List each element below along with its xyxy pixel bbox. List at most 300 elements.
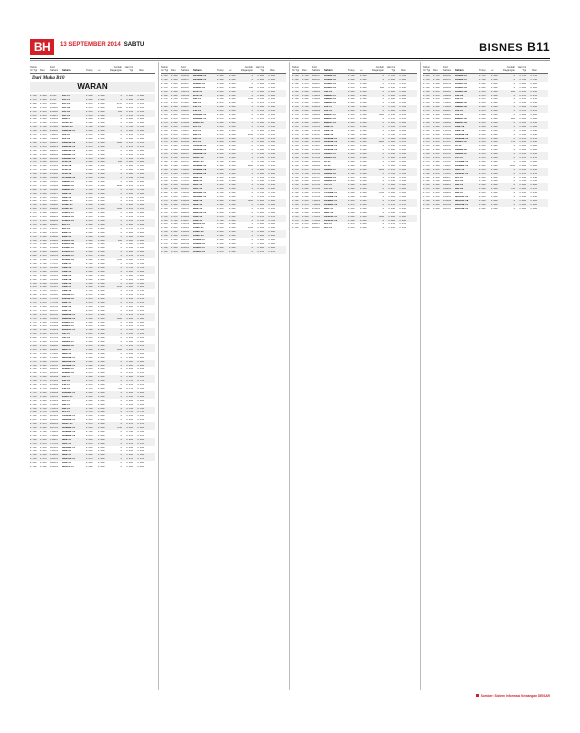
table-cell: 0.060: [399, 210, 406, 214]
table-cell: IOICORP-C1: [62, 390, 76, 394]
table-cell: 0.050: [171, 245, 178, 249]
table-cell: 0.000: [491, 136, 498, 140]
table-cell: 0.000: [491, 206, 498, 210]
table-cell: 0: [382, 136, 384, 140]
table-cell: 0.045: [519, 191, 526, 195]
table-cell: 0.065: [479, 199, 486, 202]
table-cell: 5347CE: [443, 148, 451, 152]
table-cell: ALAM-CA: [62, 160, 72, 164]
table-cell: 0.070: [86, 301, 93, 305]
table-cell: 0.055: [126, 136, 133, 140]
table-cell: 0.060: [217, 144, 224, 148]
table-cell: 0.060: [519, 116, 526, 120]
table-cell: 5681CC: [312, 74, 320, 77]
table-cell: 0138CJ: [50, 113, 58, 117]
table-cell: 0.055: [217, 81, 224, 85]
table-cell: 0.100: [388, 105, 395, 109]
table-cell: 1015CE: [50, 176, 58, 180]
table-cell: 0216L: [50, 97, 57, 101]
table-cell: 0: [382, 74, 384, 77]
table-cell: 0.470: [30, 297, 37, 301]
table-cell: 2445CB: [181, 124, 189, 128]
table-cell: 0.100: [137, 125, 144, 129]
table-cell: SKPETRO-C2: [324, 140, 338, 144]
table-cell: 0.090: [257, 74, 264, 77]
table-cell: 0.000: [360, 77, 367, 81]
table-cell: 0.090: [530, 202, 537, 206]
table-cell: 0.000: [229, 241, 236, 245]
table-cell: 0.090: [268, 167, 275, 171]
column-header-cell: Kod Saham: [181, 66, 190, 72]
table-cell: 0.050: [530, 206, 537, 210]
table-cell: 0.040: [137, 414, 144, 418]
table-cell: 0.055: [257, 148, 264, 152]
table-cell: 0.085: [126, 238, 133, 242]
table-cell: 0.000: [98, 187, 105, 191]
table-cell: 0.050: [126, 222, 133, 226]
table-cell: 0: [120, 234, 122, 238]
table-cell: 0.055: [86, 359, 93, 363]
column-header-cell: Ren: [401, 69, 406, 72]
table-cell: 0.055: [519, 183, 526, 187]
table-cell: HLBANK-C1: [62, 367, 74, 371]
table-cell: MBSB-C3: [193, 179, 203, 183]
table-cell: 0.055: [530, 113, 537, 117]
table-cell: 0: [513, 202, 515, 206]
table-cell: 2488CG: [50, 136, 58, 140]
table-cell: 0.415: [30, 109, 37, 113]
table-cell: 0.150: [30, 371, 37, 375]
table-cell: 0: [251, 222, 253, 226]
table-cell: 0: [251, 116, 253, 120]
table-cell: 0.060: [302, 156, 309, 160]
column-header-cell: Hari Ini Tgi: [386, 66, 395, 72]
table-cell: 0.070: [137, 301, 144, 305]
table-cell: MAXIS-C2: [193, 156, 204, 160]
table-cell: 0.000: [98, 117, 105, 121]
table-cell: RHBCAP-CE: [455, 120, 467, 124]
table-cell: 0.055: [40, 191, 47, 195]
table-cell: AMBANK-C2: [62, 183, 74, 187]
table-cell: 0.215: [161, 120, 168, 124]
table-cell: 0.065: [126, 461, 133, 465]
table-cell: 500: [118, 238, 122, 242]
table-cell: 0.000: [229, 81, 236, 85]
table-cell: 0: [120, 269, 122, 273]
table-cell: 0.005: [491, 140, 498, 144]
table-cell: 0.000: [229, 249, 236, 253]
table-cell: 0.045: [519, 120, 526, 124]
table-cell: 0.085: [86, 148, 93, 152]
table-cell: RHBCAP-C1: [324, 113, 336, 117]
table-cell: 0.055: [519, 113, 526, 117]
table-cell: 1082CA: [181, 89, 189, 93]
table-cell: TOPGLOV-C2: [324, 218, 338, 222]
table-cell: 0.005: [98, 207, 105, 211]
table-cell: 0.060: [126, 281, 133, 285]
table-cell: 0.015: [40, 215, 47, 219]
table-cell: 0.050: [257, 105, 264, 109]
table-cell: 0.155: [292, 109, 299, 113]
table-cell: 0.070: [40, 441, 47, 445]
table-cell: 2771CB: [50, 258, 58, 262]
table-cell: 0.000: [229, 128, 236, 132]
table-cell: 0.040: [217, 226, 224, 230]
table-cell: 0.105: [423, 97, 430, 101]
table-cell: 0.000: [360, 128, 367, 132]
table-cell: 0.050: [479, 206, 486, 210]
table-cell: 0.080: [399, 183, 406, 187]
table-cell: 0.000: [98, 363, 105, 367]
table-cell: 0: [120, 418, 122, 422]
table-cell: 0.100: [348, 171, 355, 175]
table-cell: 0.095: [302, 93, 309, 97]
table-cell: 0.015: [86, 113, 93, 117]
table-cell: 0: [120, 176, 122, 180]
header-rule-thin: [30, 60, 550, 61]
table-cell: 0.030: [257, 152, 264, 156]
table-cell: 0.100: [126, 261, 133, 265]
table-cell: 0.215: [292, 140, 299, 144]
table-cell: 0.055: [86, 97, 93, 101]
table-cell: 0.005: [98, 94, 105, 97]
table-cell: 0.030: [86, 445, 93, 449]
table-cell: 0.055: [302, 89, 309, 93]
table-cell: 0.060: [40, 281, 47, 285]
table-cell: 0.090: [519, 202, 526, 206]
table-cell: 0: [120, 94, 122, 97]
table-cell: 0.015: [137, 336, 144, 340]
table-cell: 0.055: [137, 375, 144, 379]
table-cell: 0.000: [98, 297, 105, 301]
table-cell: 0.100: [530, 77, 537, 81]
table-cell: 0.075: [137, 312, 144, 316]
table-cell: 0.220: [423, 124, 430, 128]
table-cell: 0: [251, 140, 253, 144]
table-cell: 1651CC: [181, 206, 189, 210]
table-cell: 0.040: [399, 124, 406, 128]
table-cell: 0.025: [40, 105, 47, 109]
table-cell: 0.045: [137, 402, 144, 406]
table-cell: 0.010: [40, 219, 47, 222]
table-cell: 0.070: [86, 433, 93, 437]
table-cell: 0.165: [292, 136, 299, 140]
table-cell: 4588CF: [443, 183, 451, 187]
table-cell: 0.055: [137, 121, 144, 125]
table-cell: 0.020: [433, 93, 440, 97]
table-cell: 0: [382, 175, 384, 179]
table-cell: 0.075: [479, 109, 486, 113]
table-cell: 0.050: [479, 159, 486, 163]
table-cell: 0.075: [302, 202, 309, 206]
table-cell: 0.180: [161, 218, 168, 222]
table-cell: 0.155: [30, 148, 37, 152]
table-cell: 0.035: [399, 85, 406, 89]
table-cell: 0.040: [433, 152, 440, 156]
table-cell: 0.020: [86, 324, 93, 328]
table-cell: 0.000: [229, 124, 236, 128]
table-cell: 0: [513, 113, 515, 117]
table-cell: 0.095: [388, 148, 395, 152]
table-cell: BIMB-C2: [62, 234, 72, 238]
table-cell: 0.050: [126, 179, 133, 183]
column-header-cell: Ren: [302, 69, 307, 72]
table-cell: 2100: [116, 426, 122, 430]
table-cell: SUNWAY-C2: [324, 156, 336, 160]
table-cell: 0.000: [98, 125, 105, 129]
table-cell: 1023CI: [50, 285, 58, 289]
table-cell: 0.050: [137, 94, 144, 97]
table-cell: SIME-C3: [324, 132, 334, 136]
table-cell: 0.065: [86, 465, 93, 469]
table-cell: 1015CL: [50, 199, 58, 203]
table-cell: 4197CB: [312, 128, 320, 132]
table-cell: 5681CA: [181, 238, 189, 242]
waran-section-title: WARAN: [30, 82, 155, 92]
table-cell: 0: [120, 133, 122, 137]
table-cell: 5115CA: [50, 164, 58, 168]
table-cell: 0: [513, 132, 515, 136]
table-cell: 0.095: [257, 140, 264, 144]
table-cell: 0.005: [98, 160, 105, 164]
table-cell: AFFIN-C3: [62, 125, 73, 129]
column-header-cell: Kod Saham: [50, 66, 59, 72]
table-cell: 0.220: [161, 97, 168, 101]
table-cell: 0.070: [519, 171, 526, 175]
table-cell: 0: [120, 297, 122, 301]
table-cell: 0: [251, 81, 253, 85]
page-number: B11: [527, 40, 550, 54]
table-cell: 0.050: [40, 273, 47, 277]
table-cell: 5218CF: [443, 136, 451, 140]
table-cell: 0.080: [257, 230, 264, 234]
table-cell: 0.140: [161, 113, 168, 117]
table-cell: 0.045: [519, 167, 526, 171]
table-cell: 0.060: [479, 85, 486, 89]
stock-column-3: [292, 62, 417, 690]
table-cell: 5878CA: [50, 414, 58, 418]
table-cell: 5681CB: [181, 241, 189, 245]
table-cell: 0: [513, 85, 515, 89]
table-cell: 0.040: [257, 195, 264, 199]
table-cell: 0.140: [423, 132, 430, 136]
table-cell: 2771CC: [50, 261, 58, 265]
table-cell: 0.075: [126, 312, 133, 316]
table-cell: 0.090: [479, 105, 486, 109]
table-cell: 0.070: [217, 214, 224, 218]
table-cell: 0.100: [217, 159, 224, 163]
table-cell: 0.145: [86, 265, 93, 269]
table-cell: 0.190: [30, 383, 37, 387]
column-header-cell: Ren: [139, 69, 144, 72]
table-cell: ASTRO-C1: [62, 203, 73, 207]
table-cell: 5218CD: [312, 148, 320, 152]
table-cell: 0.040: [40, 414, 47, 418]
table-cell: 0.075: [171, 116, 178, 120]
table-cell: 0.080: [217, 93, 224, 97]
table-cell: 0.040: [302, 199, 309, 202]
table-cell: 0: [120, 125, 122, 129]
table-cell: 0.145: [137, 265, 144, 269]
table-cell: 0.010: [86, 152, 93, 156]
table-cell: 0.035: [302, 152, 309, 156]
table-cell: 0.065: [348, 128, 355, 132]
table-cell: AMMB-C3: [62, 195, 72, 199]
table-cell: 0.060: [126, 390, 133, 394]
table-cell: DSONIC-C1: [62, 320, 74, 324]
table-cell: 0: [120, 308, 122, 312]
table-cell: 0.200: [86, 187, 93, 191]
table-cell: 0.050: [86, 172, 93, 176]
table-cell: 5183CC: [181, 234, 189, 238]
table-cell: 0.065: [530, 199, 537, 202]
table-cell: 0.100: [388, 132, 395, 136]
table-cell: 0.055: [433, 183, 440, 187]
table-cell: BAT-C2: [62, 226, 70, 230]
table-cell: 0.270: [30, 230, 37, 234]
table-cell: 0.000: [229, 183, 236, 187]
table-cell: 0.065: [171, 171, 178, 175]
table-cell: 0.205: [161, 167, 168, 171]
column-divider: [420, 62, 421, 690]
table-cell: 7095CC: [443, 97, 451, 101]
table-cell: 0.190: [30, 402, 37, 406]
table-cell: 0.000: [360, 222, 367, 226]
table-cell: 0: [382, 101, 384, 105]
table-cell: 0.175: [292, 187, 299, 191]
table-cell: 0: [382, 152, 384, 156]
table-cell: 0.040: [257, 226, 264, 230]
table-cell: 0.050: [40, 320, 47, 324]
table-cell: 0.090: [171, 74, 178, 77]
table-cell: 0.030: [479, 195, 486, 199]
table-cell: WESTPRT-CA: [455, 195, 469, 199]
table-cell: 1155CD: [181, 163, 189, 167]
table-cell: 4197CD: [443, 124, 451, 128]
table-cell: 3034CB: [181, 74, 189, 77]
table-cell: 0.200: [423, 199, 430, 202]
table-cell: YTL-C1: [324, 183, 332, 187]
table-cell: 0.000: [98, 273, 105, 277]
table-cell: 8583CB: [181, 148, 189, 152]
table-cell: 0.050: [348, 77, 355, 81]
table-cell: 0.045: [399, 226, 406, 230]
table-cell: SIME-CE: [455, 128, 465, 132]
table-cell: 0.150: [161, 109, 168, 113]
table-cell: 0: [251, 124, 253, 128]
table-cell: 0: [120, 312, 122, 316]
table-cell: 0.075: [137, 258, 144, 262]
table-cell: 0.015: [126, 215, 133, 219]
table-cell: 0.010: [137, 133, 144, 137]
table-cell: 5819CD: [181, 85, 189, 89]
table-cell: 0.125: [40, 410, 47, 414]
table-cell: 0.000: [98, 168, 105, 172]
table-cell: PCHEM-C2: [193, 230, 204, 234]
table-cell: 0.100: [348, 74, 355, 77]
table-cell: 0: [382, 97, 384, 101]
table-cell: MBSB-C1: [62, 437, 72, 441]
table-cell: 0.270: [30, 289, 37, 293]
table-cell: 0.010: [86, 254, 93, 258]
table-cell: 0.000: [229, 195, 236, 199]
table-cell: 0.180: [423, 85, 430, 89]
table-cell: 0.130: [30, 433, 37, 437]
table-cell: SIME-C1: [324, 124, 334, 128]
table-cell: 0.095: [126, 304, 133, 308]
table-cell: SUNWAY-CC: [455, 140, 467, 144]
table-cell: 0.095: [137, 304, 144, 308]
table-cell: 0.070: [519, 136, 526, 140]
table-cell: 0.000: [229, 206, 236, 210]
table-cell: 0.055: [40, 94, 47, 97]
table-cell: 2500: [378, 113, 384, 117]
table-cell: 0.025: [137, 383, 144, 387]
table-cell: RHBCAP-CD: [455, 116, 467, 120]
table-cell: 0.100: [86, 429, 93, 433]
table-cell: 0.050: [126, 172, 133, 176]
table-cell: 0.010: [137, 152, 144, 156]
table-cell: 0.065: [86, 437, 93, 441]
table-cell: 0.030: [126, 176, 133, 180]
table-cell: MAYBANK-C3: [62, 433, 76, 437]
table-cell: 1155CA: [50, 429, 58, 433]
table-cell: 0.050: [86, 179, 93, 183]
table-cell: 0.290: [30, 426, 37, 430]
table-cell: 0.055: [86, 269, 93, 273]
table-cell: 0.000: [98, 215, 105, 219]
table-cell: 0.010: [479, 97, 486, 101]
table-cell: 0.015: [86, 308, 93, 312]
table-cell: KNM-C1: [62, 402, 70, 406]
table-cell: 0.040: [40, 367, 47, 371]
table-cell: 0.050: [302, 163, 309, 167]
table-cell: 1961CB: [181, 113, 189, 117]
table-cell: 0.040: [479, 152, 486, 156]
table-cell: TENAGA-C4: [324, 179, 336, 183]
table-cell: GENTING-C1: [62, 355, 76, 359]
table-cell: 0.050: [217, 105, 224, 109]
table-cell: 0: [251, 148, 253, 152]
table-cell: 0.000: [98, 211, 105, 215]
table-cell: 3816CA: [50, 445, 58, 449]
table-cell: 0.070: [268, 249, 275, 253]
table-cell: 0: [120, 465, 122, 469]
table-cell: 0.100: [257, 159, 264, 163]
table-cell: 0.095: [348, 148, 355, 152]
table-cell: 0.065: [433, 148, 440, 152]
table-cell: 0: [251, 120, 253, 124]
table-cell: 0: [513, 81, 515, 85]
table-cell: 0.000: [229, 120, 236, 124]
table-cell: 0.115: [519, 74, 526, 77]
table-cell: 0: [120, 437, 122, 441]
table-cell: 0.075: [126, 344, 133, 347]
table-cell: 0.185: [30, 457, 37, 461]
table-cell: 1023CG: [50, 277, 58, 281]
table-cell: 0.230: [423, 77, 430, 81]
table-cell: 1000: [116, 347, 122, 351]
table-cell: 0: [120, 215, 122, 219]
table-cell: 0.080: [479, 187, 486, 191]
table-cell: 0.000: [229, 93, 236, 97]
table-cell: 0.000: [98, 449, 105, 453]
table-cell: 0: [251, 202, 253, 206]
table-cell: 0.035: [388, 206, 395, 210]
table-cell: 0: [251, 152, 253, 156]
table-cell: DIGI-C2: [62, 304, 72, 308]
table-cell: 0.015: [40, 336, 47, 340]
